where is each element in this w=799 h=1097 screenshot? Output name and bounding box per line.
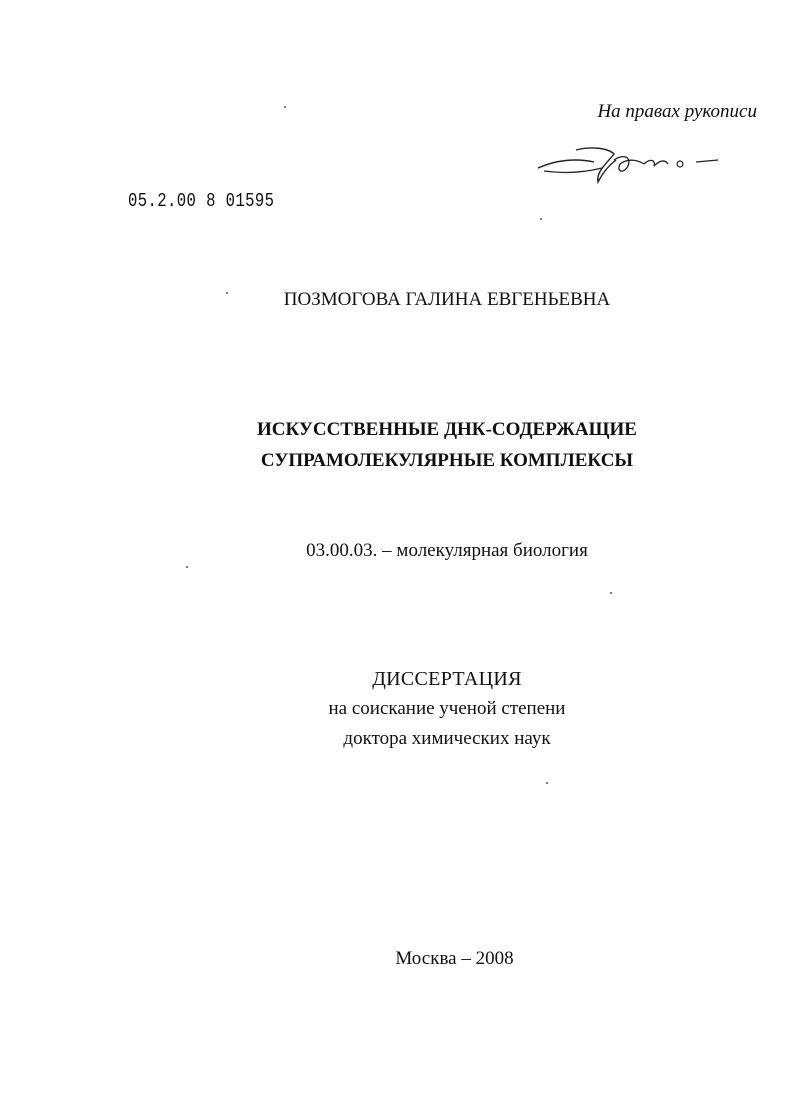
rights-note: На правах рукописи: [597, 101, 757, 122]
scan-speck: [540, 218, 542, 220]
dissertation-title: [0, 414, 799, 476]
degree-line-1: на соискание ученой степени: [328, 698, 566, 719]
scan-speck: [284, 106, 286, 108]
city-year: Москва – 2008: [395, 948, 514, 969]
scan-speck: [186, 566, 188, 568]
title-line-2: СУПРАМОЛЕКУЛЯРНЫЕ КОМПЛЕКСЫ: [260, 450, 634, 471]
degree-statement: [0, 664, 799, 754]
title-line-1: ИСКУССТВЕННЫЕ ДНК-СОДЕРЖАЩИЕ: [257, 419, 637, 440]
specialty-code: 03.00.03. – молекулярная биология: [306, 540, 588, 561]
author-name: ПОЗМОГОВА ГАЛИНА ЕВГЕНЬЕВНА: [283, 289, 611, 310]
scan-speck: [226, 292, 228, 294]
handwritten-signature: [536, 138, 720, 188]
scan-speck: [546, 782, 548, 784]
degree-line-2: доктора химических наук: [343, 728, 551, 749]
scan-speck: [610, 592, 612, 594]
dissertation-heading: ДИССЕРТАЦИЯ: [372, 668, 522, 690]
registry-code: 05.2.00 8 01595: [128, 190, 275, 212]
